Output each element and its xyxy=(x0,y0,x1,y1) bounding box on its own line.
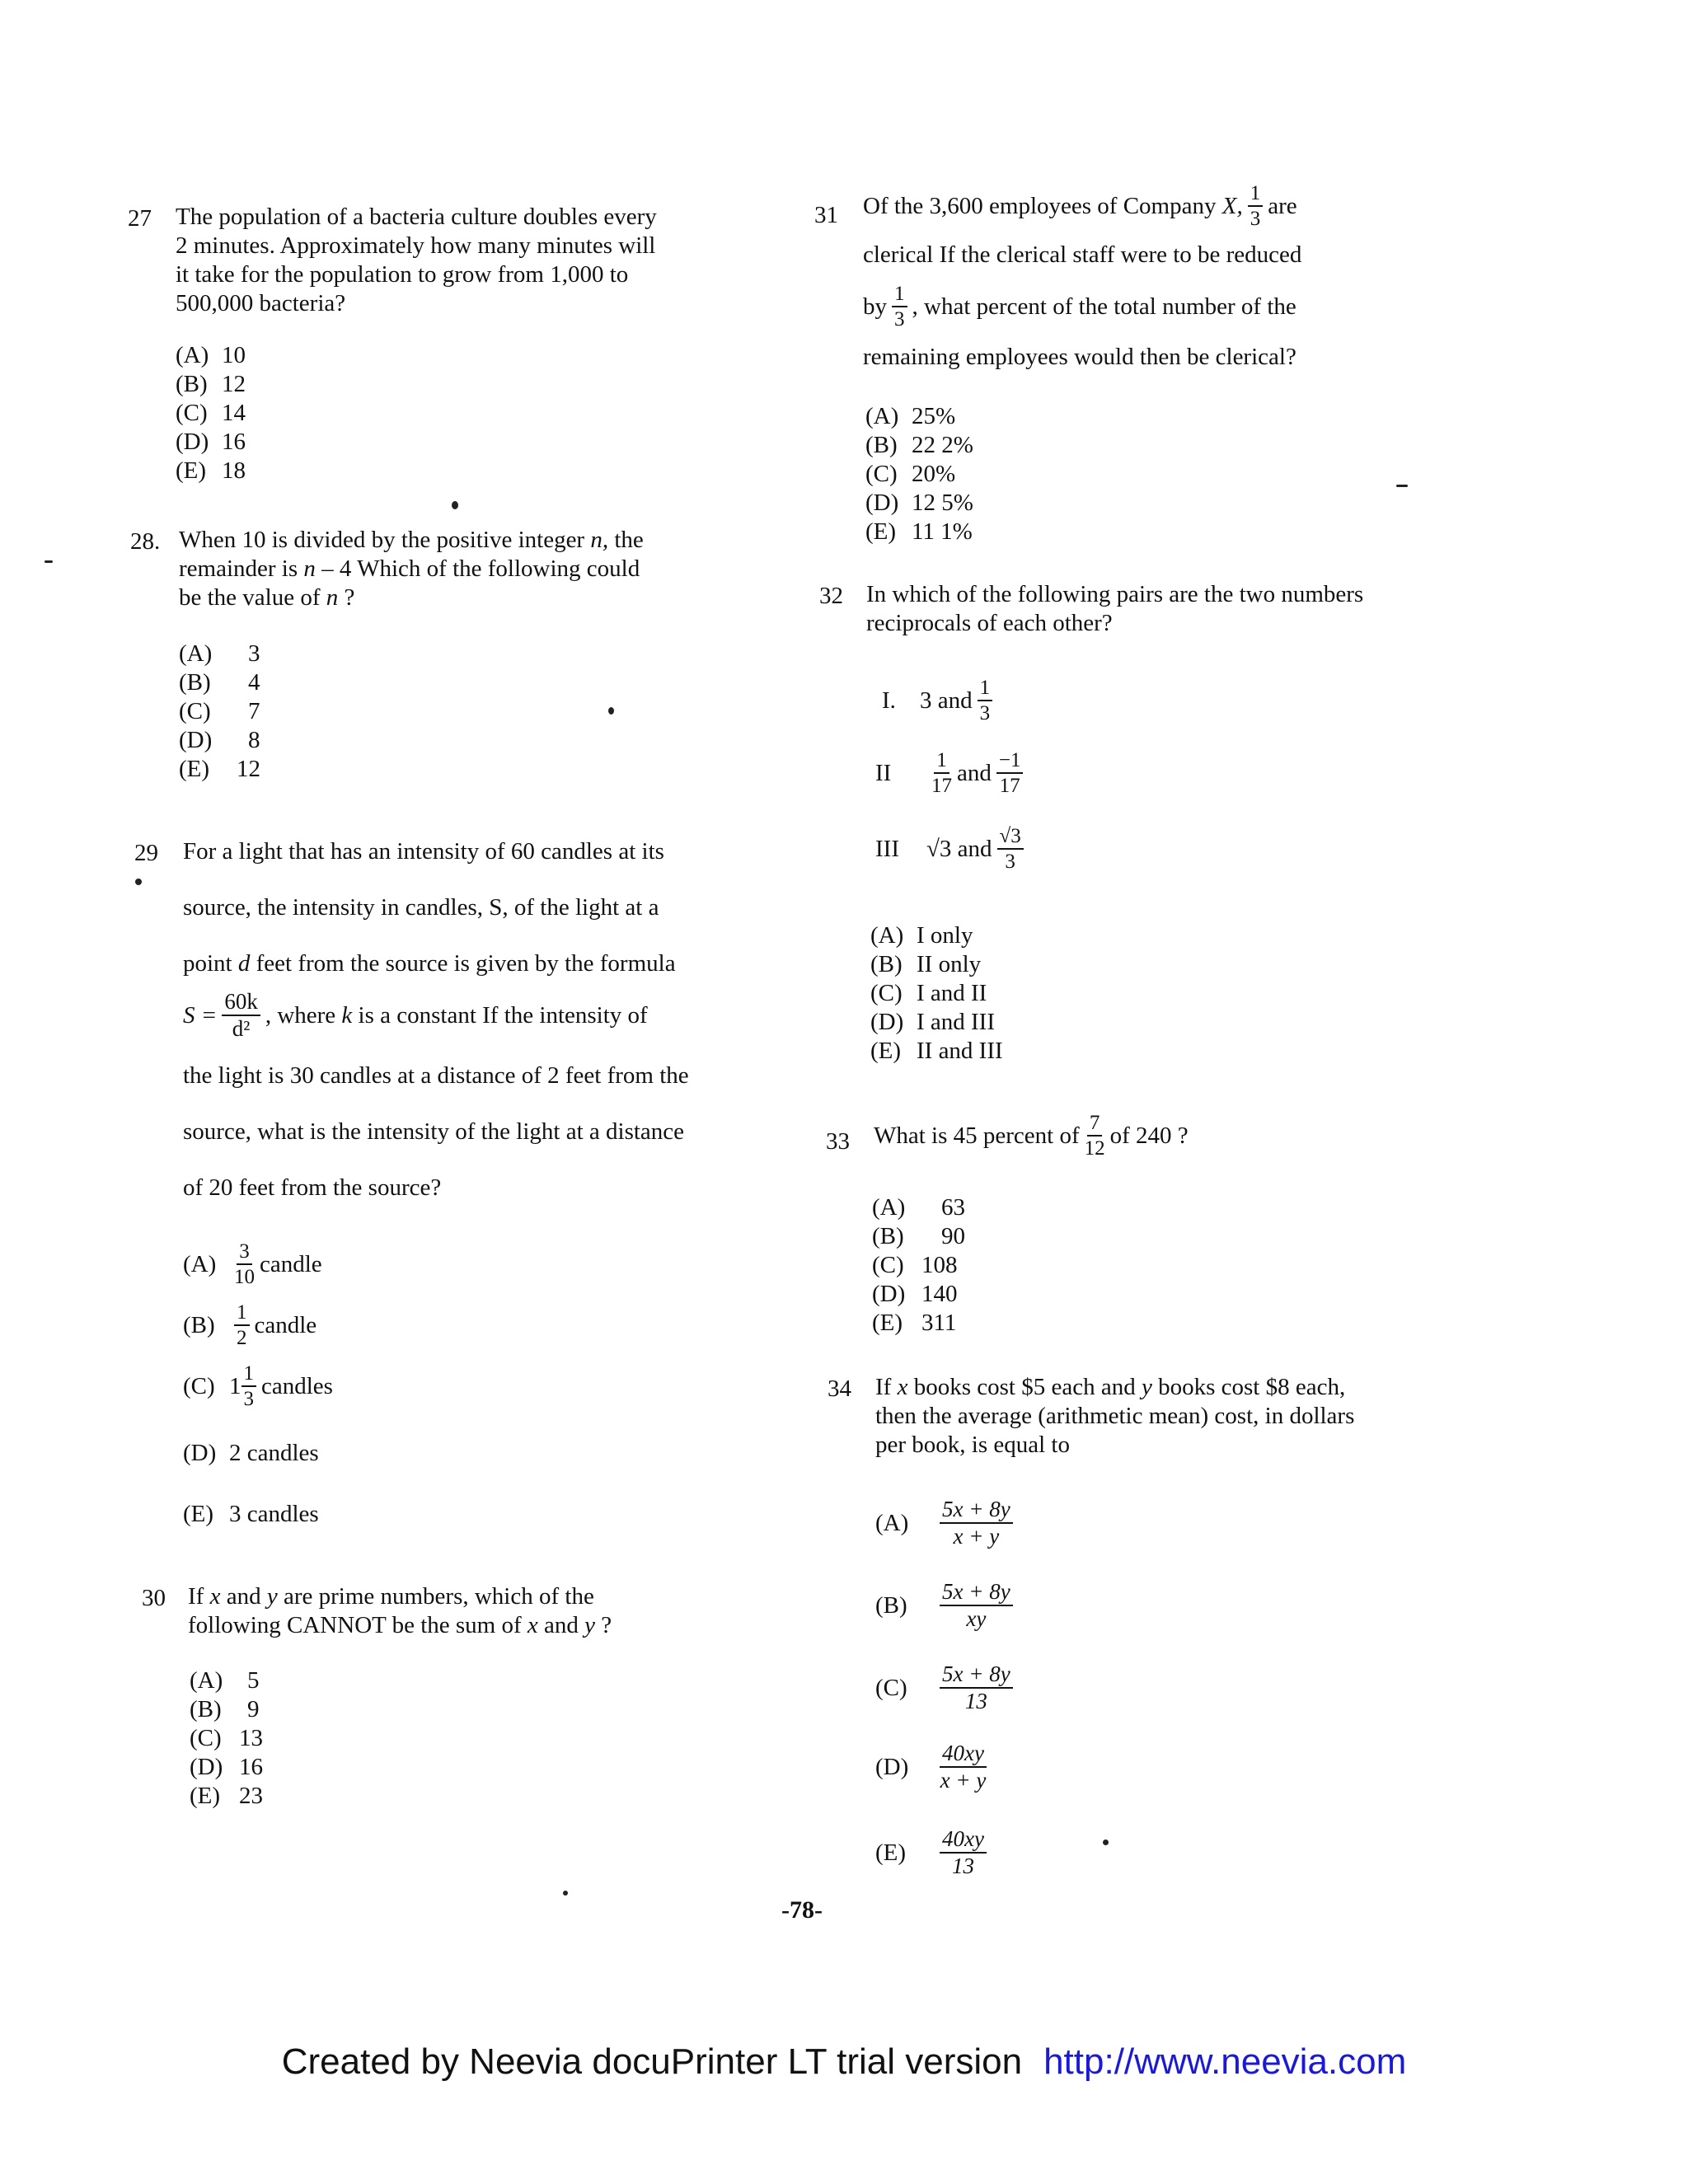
answer-choice-c[interactable] xyxy=(872,1251,965,1280)
choice-value: 11 1% xyxy=(912,518,973,545)
answer-choice-e[interactable] xyxy=(190,1782,263,1811)
fraction-numerator: 1 xyxy=(234,1302,250,1326)
mixed-whole: 1 xyxy=(229,1372,241,1399)
choice-letter: (E) xyxy=(190,1783,221,1809)
choice-letter: (D) xyxy=(875,1753,909,1780)
answer-choice-d[interactable] xyxy=(190,1753,263,1782)
question-stem xyxy=(176,203,657,318)
stem-text: Of the 3,600 employees of Company xyxy=(863,192,1217,219)
stem-line: remaining employees would then be clerical? xyxy=(863,344,1296,370)
answer-choice-d[interactable] xyxy=(176,428,246,457)
roman-item-iii xyxy=(875,826,1029,872)
choice-value: 8 xyxy=(248,727,260,753)
choice-letter: (A) xyxy=(183,1250,217,1277)
choice-value: I and II xyxy=(917,980,987,1006)
choice-letter: (B) xyxy=(875,1591,907,1619)
stem-text: – 4 Which of the following could xyxy=(321,555,640,582)
choice-letter: (B) xyxy=(176,371,208,397)
answer-choice-b[interactable] xyxy=(875,1581,1018,1630)
answer-choice-d[interactable] xyxy=(875,1742,992,1792)
answer-choice-d[interactable] xyxy=(183,1439,319,1468)
choice-letter: (C) xyxy=(179,698,211,724)
choice-value: 5 xyxy=(247,1667,260,1694)
choice-value: II and III xyxy=(917,1038,1003,1064)
scan-speck xyxy=(45,560,53,563)
stem-text: and xyxy=(544,1612,579,1638)
fraction xyxy=(978,677,993,724)
fraction-numerator: 1 xyxy=(241,1363,257,1387)
fraction xyxy=(931,750,952,796)
choice-letter: (C) xyxy=(870,980,903,1006)
stem-line: 500,000 bacteria? xyxy=(176,290,346,316)
fraction-numerator: 5x + 8y xyxy=(940,1498,1013,1524)
choice-value: candle xyxy=(260,1250,322,1277)
choice-fraction xyxy=(234,1241,255,1287)
question-number: 33 xyxy=(826,1128,850,1155)
question-stem xyxy=(875,1373,1354,1460)
stem-line: it take for the population to grow from 1,000 to xyxy=(176,261,629,288)
choice-letter: (C) xyxy=(875,1674,907,1701)
choice-letter: (C) xyxy=(183,1372,215,1399)
choice-value: 12 xyxy=(222,371,246,397)
stem-text: If xyxy=(188,1583,204,1610)
fraction-denominator: 10 xyxy=(234,1266,255,1288)
stem-text: and xyxy=(226,1583,261,1610)
choice-letter: (B) xyxy=(190,1696,222,1722)
roman-label: II xyxy=(875,759,892,786)
choice-letter: (D) xyxy=(872,1281,906,1307)
answer-choice-e[interactable] xyxy=(179,755,260,784)
answer-choice-a[interactable] xyxy=(190,1666,263,1695)
choice-value: 13 xyxy=(239,1725,263,1751)
fraction-denominator: 17 xyxy=(999,775,1020,797)
question-stem xyxy=(866,580,1363,638)
question-stem xyxy=(179,526,644,612)
fraction-numerator: 40xy xyxy=(940,1828,987,1854)
variable: x xyxy=(897,1374,908,1400)
choice-value: 3 candles xyxy=(229,1501,319,1527)
choice-value: 4 xyxy=(248,669,260,696)
formula-line xyxy=(183,991,648,1040)
stem-text: be the value of xyxy=(179,584,321,611)
question-number: 34 xyxy=(828,1376,851,1402)
variable: x xyxy=(527,1612,538,1638)
choice-letter: (B) xyxy=(872,1223,904,1249)
item-text: 3 and xyxy=(920,687,973,714)
formula-lhs: S = xyxy=(183,1001,218,1029)
answer-choice-c[interactable] xyxy=(870,979,1003,1008)
answer-choice-d[interactable] xyxy=(872,1280,965,1309)
choice-fraction xyxy=(940,1581,1013,1630)
roman-label: III xyxy=(875,835,899,862)
fraction-numerator: 1 xyxy=(934,750,950,774)
choice-value: 12 5% xyxy=(912,490,973,516)
fraction-denominator: 3 xyxy=(894,308,905,330)
question-stem xyxy=(188,1582,612,1640)
stem-line xyxy=(188,1582,612,1611)
choice-value: 7 xyxy=(248,698,260,724)
scan-speck xyxy=(1103,1840,1109,1845)
answer-choice-a[interactable] xyxy=(870,921,1003,950)
choice-letter: (A) xyxy=(875,1509,909,1536)
stem-line: clerical If the clerical staff were to be reduced xyxy=(863,241,1302,268)
stem-line: reciprocals of each other? xyxy=(866,610,1113,636)
choice-letter: (C) xyxy=(872,1252,904,1278)
choice-value: II only xyxy=(917,951,982,977)
choice-fraction xyxy=(241,1363,257,1409)
choice-letter: (B) xyxy=(870,951,903,977)
fraction-numerator: 1 xyxy=(1248,183,1264,207)
choice-value: 108 xyxy=(921,1252,958,1278)
footer-link[interactable]: http://www.neevia.com xyxy=(1043,2041,1407,2082)
stem-text: books cost $5 each and xyxy=(913,1374,1136,1400)
choice-letter: (D) xyxy=(183,1440,217,1466)
variable: X, xyxy=(1221,192,1243,219)
choice-letter: (D) xyxy=(176,429,209,455)
answer-choice-e[interactable] xyxy=(875,1828,992,1877)
stem-line xyxy=(183,949,676,978)
choice-value: I only xyxy=(917,922,973,949)
choice-letter: (D) xyxy=(179,727,213,753)
answer-choice-b[interactable] xyxy=(176,370,246,399)
item-text: and xyxy=(957,835,992,862)
answer-choice-e[interactable] xyxy=(176,457,246,485)
fraction-numerator: 60k xyxy=(222,991,260,1016)
answer-choices xyxy=(865,402,973,546)
stem-line xyxy=(179,555,644,583)
choice-value: 16 xyxy=(239,1754,263,1780)
choice-letter: (B) xyxy=(183,1311,215,1338)
answer-choice-b[interactable] xyxy=(179,668,260,697)
fraction xyxy=(1085,1113,1105,1159)
stem-text: point xyxy=(183,950,232,977)
answer-choice-c[interactable] xyxy=(179,697,260,726)
stem-text: are prime numbers, which of the xyxy=(283,1583,594,1610)
answer-choice-a[interactable] xyxy=(865,402,973,431)
stem-text: ? xyxy=(601,1612,612,1638)
answer-choices xyxy=(179,640,260,784)
fraction-denominator: 13 xyxy=(951,1854,974,1878)
item-text: and xyxy=(957,759,992,786)
choice-value: candle xyxy=(254,1311,317,1338)
stem-line: then the average (arithmetic mean) cost, in dollars xyxy=(875,1403,1355,1429)
fraction-denominator: d² xyxy=(232,1016,251,1041)
choice-letter: (B) xyxy=(179,669,211,696)
choice-value: 9 xyxy=(247,1696,260,1722)
choice-value: 22 2% xyxy=(912,432,973,458)
question-number: 28. xyxy=(130,528,161,555)
fraction-denominator: x + y xyxy=(940,1768,987,1793)
choice-fraction xyxy=(940,1742,987,1792)
fraction xyxy=(1248,183,1264,229)
roman-item-ii xyxy=(875,750,1028,796)
choice-value: 140 xyxy=(921,1281,958,1307)
choice-letter: (D) xyxy=(865,490,899,516)
choice-letter: (A) xyxy=(870,922,904,949)
answer-choices xyxy=(190,1666,263,1811)
stem-text: of 240 ? xyxy=(1109,1122,1189,1149)
choice-letter: (E) xyxy=(870,1038,902,1064)
fraction-numerator: 5x + 8y xyxy=(940,1581,1013,1606)
fraction-numerator: 40xy xyxy=(940,1742,987,1768)
choice-letter: (A) xyxy=(872,1194,906,1221)
answer-choice-e[interactable] xyxy=(865,518,973,546)
choice-value: 3 xyxy=(248,640,260,667)
stem-line: In which of the following pairs are the two numbers xyxy=(866,581,1364,607)
stem-line xyxy=(188,1611,612,1640)
question-number: 32 xyxy=(819,583,843,609)
answer-choices xyxy=(872,1193,965,1338)
variable: n xyxy=(326,584,339,611)
choice-letter: (E) xyxy=(176,457,207,484)
stem-line xyxy=(179,526,644,555)
choice-value: 25% xyxy=(912,403,956,429)
choice-letter: (E) xyxy=(179,756,210,782)
choice-value: 311 xyxy=(921,1310,957,1336)
question-number: 27 xyxy=(128,205,152,232)
choice-letter: (A) xyxy=(176,342,209,368)
choice-fraction xyxy=(940,1498,1013,1548)
fraction-numerator: 3 xyxy=(237,1241,252,1265)
answer-choice-b[interactable] xyxy=(190,1695,263,1724)
choice-letter: (A) xyxy=(865,403,899,429)
answer-choice-c[interactable] xyxy=(875,1663,1018,1713)
stem-text: When 10 is divided by the positive integer xyxy=(179,527,585,553)
choice-letter: (A) xyxy=(179,640,213,667)
stem-line xyxy=(875,1373,1354,1402)
fraction-denominator: 12 xyxy=(1084,1137,1105,1160)
footer-text: Created by Neevia docuPrinter LT trial version xyxy=(281,2041,1023,2082)
answer-choice-b[interactable] xyxy=(870,950,1003,979)
answer-choice-c[interactable] xyxy=(183,1363,333,1409)
choice-value: 14 xyxy=(222,400,246,426)
scan-speck xyxy=(452,501,458,509)
variable: y xyxy=(584,1612,596,1638)
variable: x xyxy=(209,1583,221,1610)
choice-letter: (E) xyxy=(875,1839,907,1866)
fraction-numerator: √3 xyxy=(997,826,1024,850)
stem-line: the light is 30 candles at a distance of 2 feet from the xyxy=(183,1062,689,1089)
answer-choice-a[interactable] xyxy=(176,341,246,370)
answer-choice-b[interactable] xyxy=(872,1222,965,1251)
stem-text: feet from the source is given by the formula xyxy=(256,950,676,977)
fraction-denominator: 17 xyxy=(931,775,952,797)
stem-text: are xyxy=(1268,192,1297,219)
answer-choice-a[interactable] xyxy=(183,1241,322,1287)
stem-line: For a light that has an intensity of 60 candles at its xyxy=(183,838,664,865)
choice-value: I and III xyxy=(917,1009,996,1035)
fraction-denominator: xy xyxy=(966,1606,987,1631)
roman-label: I. xyxy=(882,687,896,714)
answer-choice-a[interactable] xyxy=(875,1498,1018,1548)
choice-fraction xyxy=(940,1663,1013,1713)
fraction-denominator: 3 xyxy=(1250,208,1261,230)
question-stem xyxy=(874,1113,1189,1159)
stem-text: ? xyxy=(344,584,355,611)
answer-choice-c[interactable] xyxy=(190,1724,263,1753)
choice-letter: (E) xyxy=(872,1310,903,1336)
fraction-denominator: 3 xyxy=(243,1388,254,1410)
fraction-numerator: 1 xyxy=(892,284,907,307)
fraction-numerator: 5x + 8y xyxy=(940,1663,1013,1689)
scan-speck xyxy=(608,707,614,715)
choice-value: 2 candles xyxy=(229,1440,319,1466)
stem-text: the xyxy=(614,527,644,553)
item-text: √3 xyxy=(926,835,952,862)
choice-letter: (B) xyxy=(865,432,898,458)
fraction-numerator: −1 xyxy=(996,750,1024,774)
stem-line xyxy=(179,583,644,612)
choice-value: 16 xyxy=(222,429,246,455)
choice-letter: (D) xyxy=(190,1754,223,1780)
question-number: 29 xyxy=(134,840,158,866)
footer-watermark xyxy=(0,2041,1688,2082)
fraction xyxy=(997,826,1024,872)
fraction-denominator: 3 xyxy=(1005,851,1015,873)
stem-text: , where xyxy=(265,1001,336,1029)
answer-choice-d[interactable] xyxy=(865,489,973,518)
formula-fraction xyxy=(222,991,260,1040)
scan-speck xyxy=(135,879,142,885)
choice-value: 10 xyxy=(222,342,246,368)
scan-speck xyxy=(1396,485,1408,487)
stem-text: If xyxy=(875,1374,892,1400)
stem-text: by xyxy=(863,293,887,320)
stem-line: source, what is the intensity of the light at a distance xyxy=(183,1118,685,1145)
fraction-denominator: x + y xyxy=(953,1524,1000,1549)
answer-choice-c[interactable] xyxy=(176,399,246,428)
choice-value: 12 xyxy=(237,756,260,782)
variable: y xyxy=(1141,1374,1152,1400)
variable: y xyxy=(266,1583,278,1610)
choice-value: candles xyxy=(261,1372,333,1399)
stem-line xyxy=(863,284,1296,330)
choice-value: 90 xyxy=(941,1223,965,1249)
fraction xyxy=(996,750,1024,796)
answer-choice-b[interactable] xyxy=(183,1302,316,1348)
choice-letter: (A) xyxy=(190,1667,223,1694)
choice-letter: (C) xyxy=(865,461,898,487)
stem-line: of 20 feet from the source? xyxy=(183,1174,442,1201)
stem-line xyxy=(863,183,1297,229)
stem-text: books cost $8 each, xyxy=(1158,1374,1346,1400)
choice-value: 20% xyxy=(912,461,956,487)
stem-text: following CANNOT be the sum of xyxy=(188,1612,522,1638)
stem-text: is a constant If the intensity of xyxy=(358,1001,648,1029)
stem-line: source, the intensity in candles, S, of the light at a xyxy=(183,894,659,921)
answer-choice-d[interactable] xyxy=(870,1008,1003,1037)
choice-value: 63 xyxy=(941,1194,965,1221)
choice-letter: (D) xyxy=(870,1009,904,1035)
stem-line: The population of a bacteria culture doubles every xyxy=(176,204,657,230)
fraction xyxy=(892,284,907,330)
answer-choice-a[interactable] xyxy=(872,1193,965,1222)
stem-line: 2 minutes. Approximately how many minutes will xyxy=(176,232,656,259)
answer-choice-a[interactable] xyxy=(179,640,260,668)
variable: n xyxy=(303,555,316,582)
variable: n, xyxy=(590,527,609,553)
fraction-denominator: 2 xyxy=(237,1327,247,1349)
page-number: -78- xyxy=(781,1896,823,1924)
choice-letter: (E) xyxy=(865,518,897,545)
choice-fraction xyxy=(940,1828,987,1877)
stem-text: , what percent of the total number of the xyxy=(912,293,1296,320)
question-number: 30 xyxy=(142,1585,166,1611)
variable: k xyxy=(341,1001,353,1029)
answer-choice-c[interactable] xyxy=(865,460,973,489)
choice-value: 18 xyxy=(222,457,246,484)
stem-text: remainder is xyxy=(179,555,298,582)
variable: d xyxy=(237,950,251,977)
fraction-denominator: 3 xyxy=(979,702,991,724)
answer-choices xyxy=(176,341,246,485)
question-number: 31 xyxy=(814,202,838,228)
answer-choice-b[interactable] xyxy=(865,431,973,460)
choice-letter: (C) xyxy=(190,1725,222,1751)
choice-fraction xyxy=(234,1302,250,1348)
choice-value: 23 xyxy=(239,1783,263,1809)
fraction-denominator: 13 xyxy=(964,1689,987,1713)
stem-text: What is 45 percent of xyxy=(874,1122,1080,1149)
fraction-numerator: 1 xyxy=(978,677,993,701)
answer-choice-e[interactable] xyxy=(870,1037,1003,1066)
roman-item-i xyxy=(882,677,997,724)
answer-choice-e[interactable] xyxy=(183,1500,319,1529)
fraction-numerator: 7 xyxy=(1087,1113,1103,1137)
answer-choice-e[interactable] xyxy=(872,1309,965,1338)
answer-choices xyxy=(870,921,1003,1066)
choice-letter: (E) xyxy=(183,1501,214,1527)
answer-choice-d[interactable] xyxy=(179,726,260,755)
scan-speck xyxy=(563,1891,568,1896)
choice-letter: (C) xyxy=(176,400,208,426)
stem-line: per book, is equal to xyxy=(875,1432,1070,1458)
